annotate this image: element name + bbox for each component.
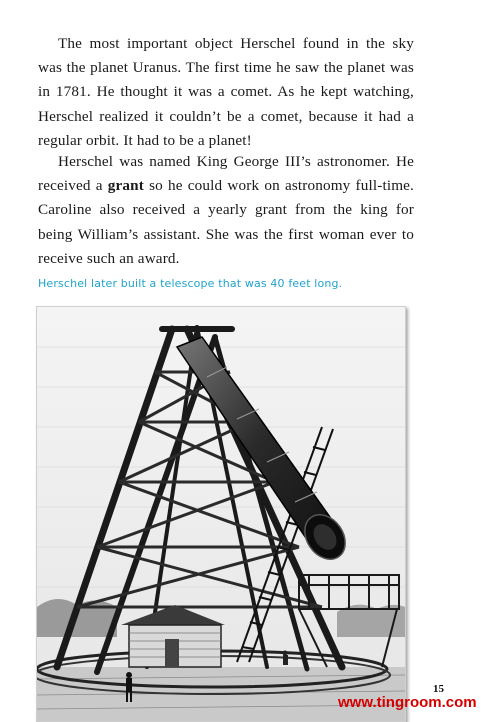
glossary-word-grant: grant [107, 177, 144, 195]
paragraph-uranus: The most important object Herschel found in the sky was the planet Uranus. The first time he saw the planet was in 1781. He thought it was a comet. As he kept watching, Herschel realized it couldn’t be a comet, because it had a regular orbit. It had to be a planet! [38, 35, 414, 149]
telescope-engraving [36, 306, 406, 722]
paragraph-royal-astronomer [38, 150, 414, 271]
paragraph-2-end: so he could work on astronomy full-time. Caroline also received a yearly grant from the king for being William’s assistant. She was the first woman ever to receive such an award. [38, 177, 414, 267]
paragraph-2-start: Herschel was named King George III’s astronomer. He received a [38, 153, 414, 195]
figure-caption: Herschel later built a telescope that was 40 feet long. [38, 277, 343, 290]
page-number: 15 [433, 683, 444, 695]
site-watermark: www.tingroom.com [338, 694, 477, 711]
